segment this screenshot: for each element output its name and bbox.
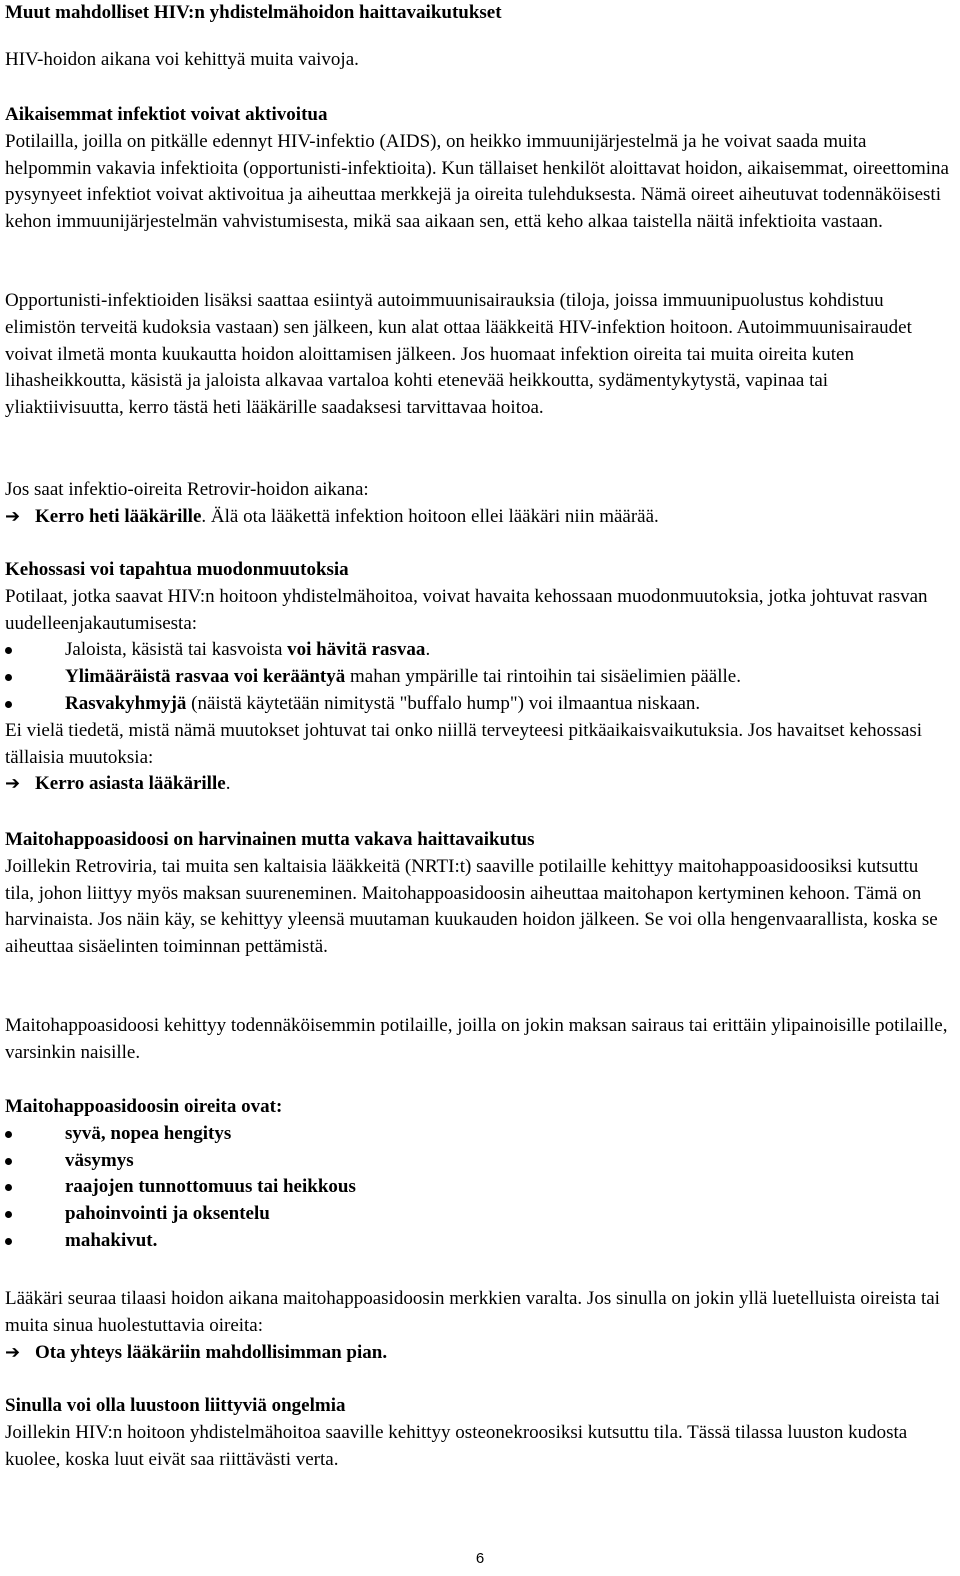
action-bold: Ota yhteys lääkäriin mahdollisimman pian. xyxy=(35,1341,388,1363)
section-lactic-acidosis xyxy=(5,827,950,961)
section-infections-action xyxy=(5,477,950,531)
bullet-icon xyxy=(5,1184,12,1191)
list-item: syvä, nopea hengitys xyxy=(5,1121,950,1148)
bullet-icon xyxy=(5,647,12,654)
list-item: mahakivut. xyxy=(5,1228,950,1255)
paragraph: Maitohappoasidoosi kehittyy todennäköisemmin potilaille, joilla on jokin maksan sairaus tai erittäin ylipainoisille potilaille, varsinkin naisille. xyxy=(5,1015,948,1063)
page-number: 6 xyxy=(475,1550,485,1567)
list-item: raajojen tunnottomuus tai heikkous xyxy=(5,1174,950,1201)
paragraph: Opportunisti-infektioiden lisäksi saattaa esiintyä autoimmuunisairauksia (tiloja, joissa immuunipuolustus kohdistuu elimistön terveitä kudoksia vastaan) sen jälkeen, kun alat ottaa lääkkeitä HIV-infektion hoitoon. Autoimmuunisairaudet voivat ilmetä monta kuukautta hoidon aloittamisen jälkeen. Jos huomaat infektion oireita tai muita oireita kuten lihasheikkoutta, käsistä ja jaloista alkavaa vartaloa kohti etenevää heikkoutta, sydämentykytystä, vapinaa tai yliaktiivisuutta, kerro tästä heti lääkärille saadaksesi tarvittavaa hoitoa. xyxy=(5,290,912,419)
bullet-icon xyxy=(5,1211,12,1218)
action-bold: Kerro asiasta lääkärille xyxy=(35,773,226,795)
paragraph: Potilailla, joilla on pitkälle edennyt HIV-infektio (AIDS), on heikko immuunijärjestelmä ja he voivat saada muita helpommin vakavia infektioita (opportunisti-infektioita). Kun tällaiset henkilöt aloittavat hoidon, aikaisemmat, oireettomina pysynyeet infektiot voivat aktivoitua ja aiheuttaa merkkejä ja oireita tulehduksesta. Nämä oireet aiheutuvat todennäköisesti kehon immuunijärjestelmän vahvistumisesta, mikä saa aikaan sen, että keho alkaa taistella näitä infektioita vastaan. xyxy=(5,130,949,233)
section-heading: Aikaisemmat infektiot voivat aktivoitua xyxy=(5,104,328,125)
section-heading: Maitohappoasidoosi on harvinainen mutta vakava haittavaikutus xyxy=(5,829,535,850)
paragraph: Joillekin Retroviria, tai muita sen kaltaisia lääkkeitä (NRTI:t) saaville potilaille kehittyy maitohappoasidoosiksi kutsuttu tila, johon liittyy myös maksan suureneminen. Maitohappoasidoosin aiheuttaa maitohapon kertyminen kehoon. Tämä on harvinaista. Jos näin käy, se kehittyy yleensä muutaman kuukauden hoidon jälkeen. Se voi olla hengenvaarallista, koska se aiheuttaa sisäelinten toiminnan pettämistä. xyxy=(5,855,938,958)
bullet-icon xyxy=(5,1158,12,1165)
section-heading: Sinulla voi olla luustoon liittyviä ongelmia xyxy=(5,1395,346,1416)
action-line xyxy=(5,771,950,798)
paragraph: Potilaat, jotka saavat HIV:n hoitoon yhdistelmähoitoa, voivat havaita kehossaan muodonmuutoksia, jotka johtuvat rasvan uudelleenjakautumisesta: xyxy=(5,585,928,634)
main-heading: Muut mahdolliset HIV:n yhdistelmähoidon haittavaikutukset xyxy=(5,2,502,23)
bullet-list xyxy=(5,637,950,717)
paragraph: Lääkäri seuraa tilaasi hoidon aikana maitohappoasidoosin merkkien varalta. Jos sinulla on jokin yllä luetelluista oireista tai muita sinua huolestuttavia oireita: xyxy=(5,1288,940,1336)
section-lactic-acidosis-risk xyxy=(5,1013,950,1067)
action-line xyxy=(5,1340,950,1367)
list-item: Jaloista, käsistä tai kasvoista voi hävitä rasvaa. xyxy=(5,637,950,664)
action-rest: . Älä ota lääkettä infektion hoitoon ellei lääkäri niin määrää. xyxy=(201,505,659,527)
action-line xyxy=(5,504,950,531)
paragraph: Joillekin HIV:n hoitoon yhdistelmähoitoa saaville kehittyy osteonekroosiksi kutsuttu tila. Tässä tilassa luuston kudosta kuolee, koska luut eivät saa riittävästi verta. xyxy=(5,1421,908,1470)
list-item: väsymys xyxy=(5,1148,950,1175)
intro-text: HIV-hoidon aikana voi kehittyä muita vaivoja. xyxy=(5,49,359,70)
paragraph: Ei vielä tiedetä, mistä nämä muutokset johtuvat tai onko niillä terveyteesi pitkäaikaisvaikutuksia. Jos havaitset kehossasi tällaisia muutoksia: xyxy=(5,719,923,768)
symptom-list xyxy=(5,1121,950,1255)
list-item: Ylimääräistä rasvaa voi kerääntyä mahan ympärille tai rintoihin tai sisäelimien päälle. xyxy=(5,664,950,691)
action-bold: Kerro heti lääkärille xyxy=(35,505,202,527)
action-rest: . xyxy=(225,773,231,795)
symptoms-heading: Maitohappoasidoosin oireita ovat: xyxy=(5,1096,283,1117)
section-bone xyxy=(5,1393,950,1473)
section-infections-autoimmune xyxy=(5,288,950,422)
section-infections xyxy=(5,102,950,236)
bullet-icon xyxy=(5,1131,12,1138)
bullet-icon xyxy=(5,701,12,708)
list-item: pahoinvointi ja oksentelu xyxy=(5,1201,950,1228)
arrow-right-icon: ➔ xyxy=(5,1341,21,1363)
paragraph: Jos saat infektio-oireita Retrovir-hoidon aikana: xyxy=(5,479,369,500)
list-item: Rasvakyhmyjä (näistä käytetään nimitystä "buffalo hump") voi ilmaantua niskaan. xyxy=(5,691,950,718)
section-lactic-acidosis-action xyxy=(5,1286,950,1366)
bullet-icon xyxy=(5,674,12,681)
section-lactic-acidosis-symptoms xyxy=(5,1094,950,1255)
section-body-changes xyxy=(5,557,950,798)
arrow-right-icon: ➔ xyxy=(5,505,21,527)
section-heading: Kehossasi voi tapahtua muodonmuutoksia xyxy=(5,559,349,580)
bullet-icon xyxy=(5,1238,12,1245)
arrow-right-icon: ➔ xyxy=(5,773,21,795)
